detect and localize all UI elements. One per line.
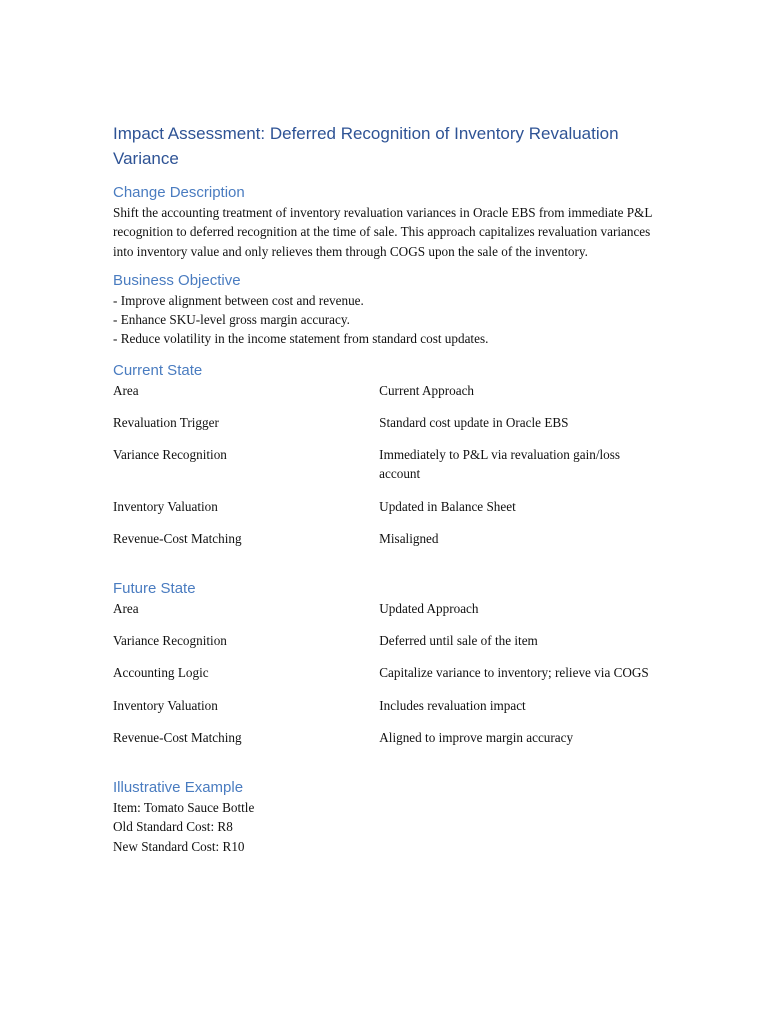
current-state-table [113, 381, 673, 561]
document-title: Impact Assessment: Deferred Recognition of Inventory Revaluation Variance [113, 124, 619, 168]
table-cell-area: Variance Recognition [113, 633, 227, 649]
list-item: - Reduce volatility in the income statement from standard cost updates. [113, 331, 489, 347]
illustrative-example-lines [113, 798, 673, 856]
current-state-section [113, 361, 673, 561]
table-row [113, 599, 673, 631]
illustrative-example-section [113, 778, 673, 856]
future-state-heading: Future State [113, 580, 196, 597]
table-cell-area: Accounting Logic [113, 665, 209, 681]
table-row [113, 445, 673, 496]
table-row [113, 663, 673, 695]
future-state-section [113, 579, 673, 760]
business-objective-heading: Business Objective [113, 271, 241, 289]
table-cell-area: Inventory Valuation [113, 697, 218, 713]
list-item: - Enhance SKU-level gross margin accuracy. [113, 312, 350, 328]
document-page [113, 121, 673, 866]
business-objective-section [113, 271, 673, 349]
table-cell-value: Capitalize variance to inventory; relieve via COGS [379, 665, 649, 681]
future-state-table [113, 599, 673, 760]
table-cell-value: Aligned to improve margin accuracy [379, 729, 574, 745]
table-row [113, 413, 673, 445]
table-cell-area: Area [113, 382, 139, 398]
change-description-heading: Change Description [113, 184, 245, 201]
table-cell-value: Includes revaluation impact [379, 697, 526, 713]
illustrative-example-heading: Illustrative Example [113, 779, 244, 797]
list-item: New Standard Cost: R10 [113, 838, 245, 854]
table-row [113, 529, 673, 561]
table-cell-value: Updated in Balance Sheet [379, 498, 516, 514]
table-row [113, 631, 673, 663]
table-cell-value: Updated Approach [379, 601, 479, 616]
table-row [113, 381, 673, 413]
table-cell-area: Revenue-Cost Matching [113, 729, 242, 745]
table-cell-value: Standard cost update in Oracle EBS [379, 414, 569, 430]
table-row [113, 728, 673, 760]
table-cell-value: Misaligned [379, 530, 439, 546]
table-cell-area: Variance Recognition [113, 447, 227, 463]
table-cell-value: Immediately to P&L via revaluation gain/loss account [379, 447, 621, 482]
list-item: Item: Tomato Sauce Bottle [113, 800, 255, 816]
current-state-heading: Current State [113, 361, 203, 379]
table-cell-area: Revenue-Cost Matching [113, 530, 242, 546]
list-item: - Improve alignment between cost and revenue. [113, 292, 364, 308]
table-cell-value: Current Approach [379, 382, 475, 398]
change-description-text: Shift the accounting treatment of inventory revaluation variances in Oracle EBS from immediate P&L recognition to deferred recognition at the time of sale. This approach capitalizes revaluation variances into inventory value and only relieves them through COGS upon the sale of the inventory. [113, 205, 652, 259]
list-item: Old Standard Cost: R8 [113, 819, 233, 835]
change-description-section [113, 183, 673, 261]
business-objective-list [113, 291, 673, 349]
table-cell-value: Deferred until sale of the item [379, 633, 538, 649]
table-cell-area: Area [113, 601, 139, 616]
table-row [113, 497, 673, 529]
table-cell-area: Inventory Valuation [113, 498, 218, 514]
table-cell-area: Revaluation Trigger [113, 414, 219, 430]
table-row [113, 696, 673, 728]
